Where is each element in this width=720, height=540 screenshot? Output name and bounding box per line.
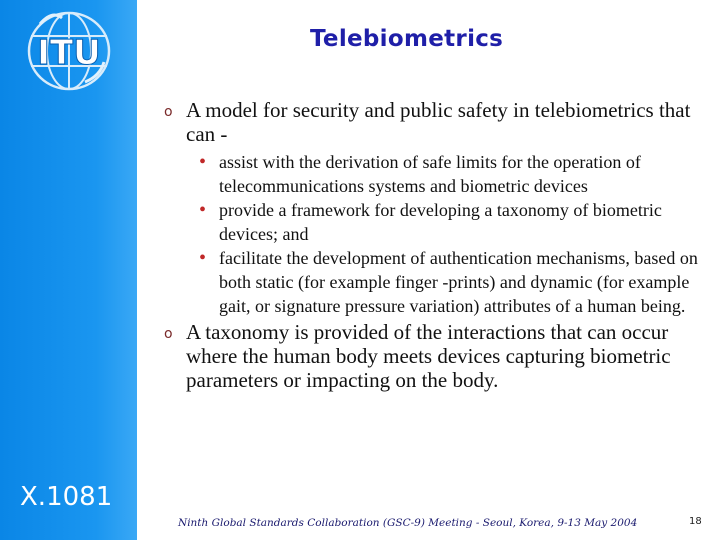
bullet-2: [164, 320, 704, 392]
subbullet-1-text: assist with the derivation of safe limits for the operation of telecommunications systems and biometric devices: [219, 152, 641, 196]
dot-bullet-icon: •: [199, 247, 207, 269]
bullet-1: [164, 98, 704, 146]
recommendation-code: X.1081: [20, 482, 113, 512]
bullet-1-text: A model for security and public safety in telebiometrics that can -: [186, 98, 691, 146]
bullet-2-text: A taxonomy is provided of the interactions that can occur where the human body meets devices capturing biometric parameters or impacting on the body.: [186, 320, 671, 392]
itu-globe-logo: [10, 6, 128, 96]
circle-bullet-icon: o: [164, 104, 173, 120]
slide-body: [164, 98, 704, 396]
dot-bullet-icon: •: [199, 151, 207, 173]
sidebar: [0, 0, 137, 540]
page-number: 18: [689, 516, 702, 527]
dot-bullet-icon: •: [199, 199, 207, 221]
subbullet-2: [199, 198, 704, 246]
logo-text: ITU: [37, 33, 101, 73]
subbullet-1: [199, 150, 704, 198]
circle-bullet-icon: o: [164, 326, 173, 342]
subbullet-2-text: provide a framework for developing a taxonomy of biometric devices; and: [219, 200, 662, 244]
subbullet-3-text: facilitate the development of authentication mechanisms, based on both static (for example finger -prints) and dynamic (for example gait, or signature pressure variation) attributes of a human being.: [219, 248, 698, 316]
slide-title: Telebiometrics: [310, 26, 504, 52]
subbullet-3: [199, 246, 704, 318]
footer-text: Ninth Global Standards Collaboration (GSC-9) Meeting - Seoul, Korea, 9-13 May 2004: [178, 517, 638, 529]
